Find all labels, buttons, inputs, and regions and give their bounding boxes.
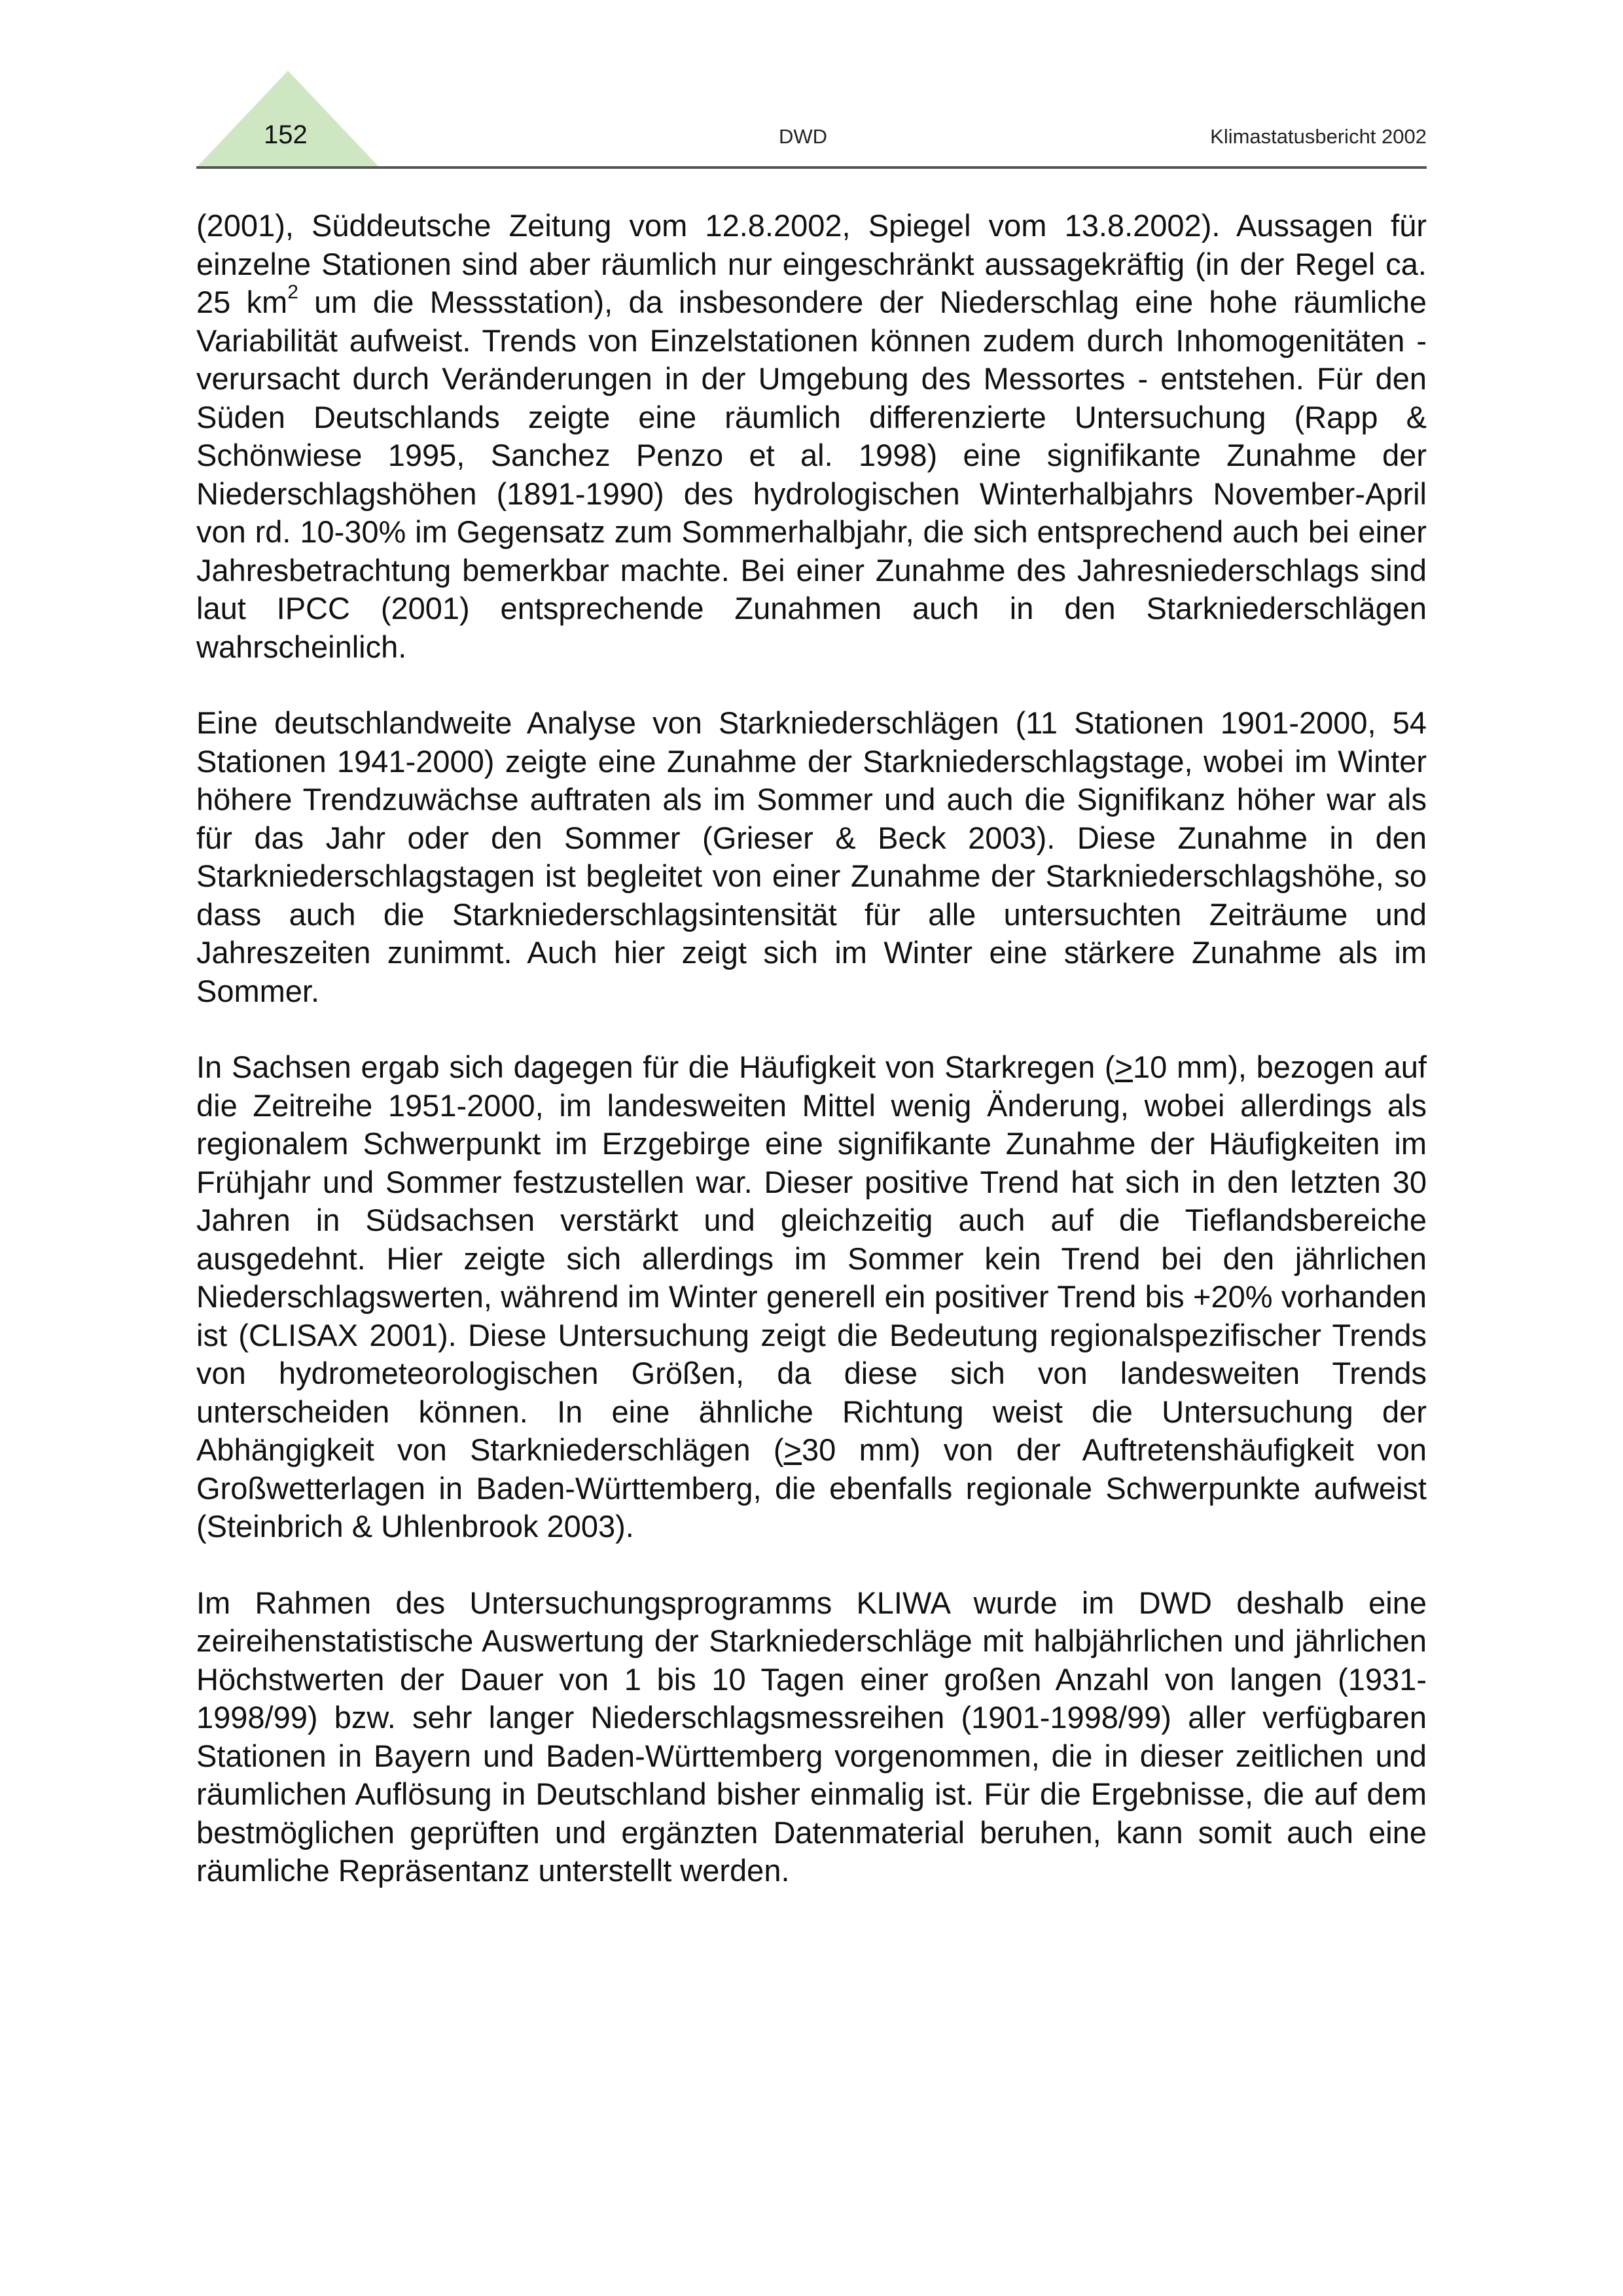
paragraph-3-text-b: 10 mm), bezogen auf die Zeitreihe 1951-2000, im landesweiten Mittel wenig Änderung, wobei allerdings als regionalem Schwerpunkt im Erzgebirge eine signifikante Zunahme der Häufigkeiten im Frühjahr und Sommer festzustellen war. Dieser positive Trend hat sich in den letzten 30 Jahren in Südsachsen verstärkt und gleichzeitig auch auf die Tieflandsbereiche ausgedehnt. Hier zeigte sich allerdings im Sommer kein Trend bei den jährlichen Niederschlagswerten, während im Winter generell ein positiver Trend bis +20% vorhanden ist (CLISAX 2001). Diese Untersuchung zeigt die Bedeutung regionalspezifischer Trends von hydrometeorologischen Größen, da diese sich von landesweiten Trends unterscheiden können. In eine ähnliche Richtung weist die Untersuchung der Abhängigkeit von Starkniederschlägen ( [196, 1050, 1427, 1467]
header-rule [196, 166, 1427, 169]
paragraph-1-text-a: (2001), Süddeutsche Zeitung vom 12.8.2002, Spiegel vom 13.8.2002). Aussagen für einzelne Stationen sind aber räumlich nur eingeschränkt aussagekräftig (in der Regel ca. 25 km [196, 208, 1427, 319]
paragraph-3 [196, 1048, 1427, 1546]
paragraph-2: Eine deutschlandweite Analyse von Starkniederschlägen (11 Stationen 1901-2000, 54 Stationen 1941-2000) zeigte eine Zunahme der Starkniederschlagstage, wobei im Winter höhere Trendzuwächse auftraten als im Sommer und auch die Signifikanz höher war als für das Jahr oder den Sommer (Grieser & Beck 2003). Diese Zunahme in den Starkniederschlagstagen ist begleitet von einer Zunahme der Starkniederschlagshöhe, so dass auch die Starkniederschlagsintensität für alle untersuchten Zeiträume und Jahreszeiten zunimmt. Auch hier zeigt sich im Winter eine stärkere Zunahme als im Sommer. [196, 705, 1427, 1008]
body-text [196, 207, 1427, 1890]
greater-equal-symbol: > [783, 1432, 802, 1467]
greater-equal-symbol: > [1115, 1050, 1133, 1084]
running-header-right: Klimastatusbericht 2002 [1210, 125, 1427, 148]
superscript: 2 [287, 281, 298, 303]
paragraph-4: Im Rahmen des Untersuchungsprogramms KLIWA wurde im DWD deshalb eine zeireihenstatistische Auswertung der Starkniederschläge mit halbjährlichen und jährlichen Höchstwerten der Dauer von 1 bis 10 Tagen einer großen Anzahl von langen (1931-1998/99) bzw. sehr langer Niederschlagsmessreihen (1901-1998/99) aller verfügbaren Stationen in Bayern und Baden-Württemberg vorgenommen, die in dieser zeitlichen und räumlichen Auflösung in Deutschland bisher einmalig ist. Für die Ergebnisse, die auf dem bestmöglichen geprüften und ergänzten Datenmaterial beruhen, kann somit auch eine räumliche Repräsentanz unterstellt werden. [196, 1585, 1427, 1888]
paragraph-1-text-b: um die Messstation), da insbesondere der Niederschlag eine hohe räumliche Variabilität aufweist. Trends von Einzelstationen können zudem durch Inhomogenitäten - verursacht durch Veränderungen in der Umgebung des Messortes - entstehen. Für den Süden Deutschlands zeigte eine räumlich differenzierte Untersuchung (Rapp & Schönwiese 1995, Sanchez Penzo et al. 1998) eine signifikante Zunahme der Niederschlagshöhen (1891-1990) des hydrologischen Winterhalbjahrs November-April von rd. 10-30% im Gegensatz zum Sommerhalbjahr, die sich entsprechend auch bei einer Jahresbetrachtung bemerkbar machte. Bei einer Zunahme des Jahresniederschlags sind laut IPCC (2001) entsprechende Zunahmen auch in den Starkniederschlägen wahrscheinlich. [196, 285, 1427, 664]
paragraph-3-text-c: 30 mm) von der Auftretenshäufigkeit von Großwetterlagen in Baden-Württemberg, die ebenfalls regionale Schwerpunkte aufweist (Steinbrich & Uhlenbrook 2003). [196, 1432, 1427, 1544]
page-number: 152 [264, 120, 308, 149]
page-header [0, 0, 1623, 177]
running-header-center: DWD [779, 125, 828, 148]
paragraph-3-text-a: In Sachsen ergab sich dagegen für die Häufigkeit von Starkregen ( [196, 1050, 1115, 1084]
paragraph-1 [196, 207, 1427, 666]
